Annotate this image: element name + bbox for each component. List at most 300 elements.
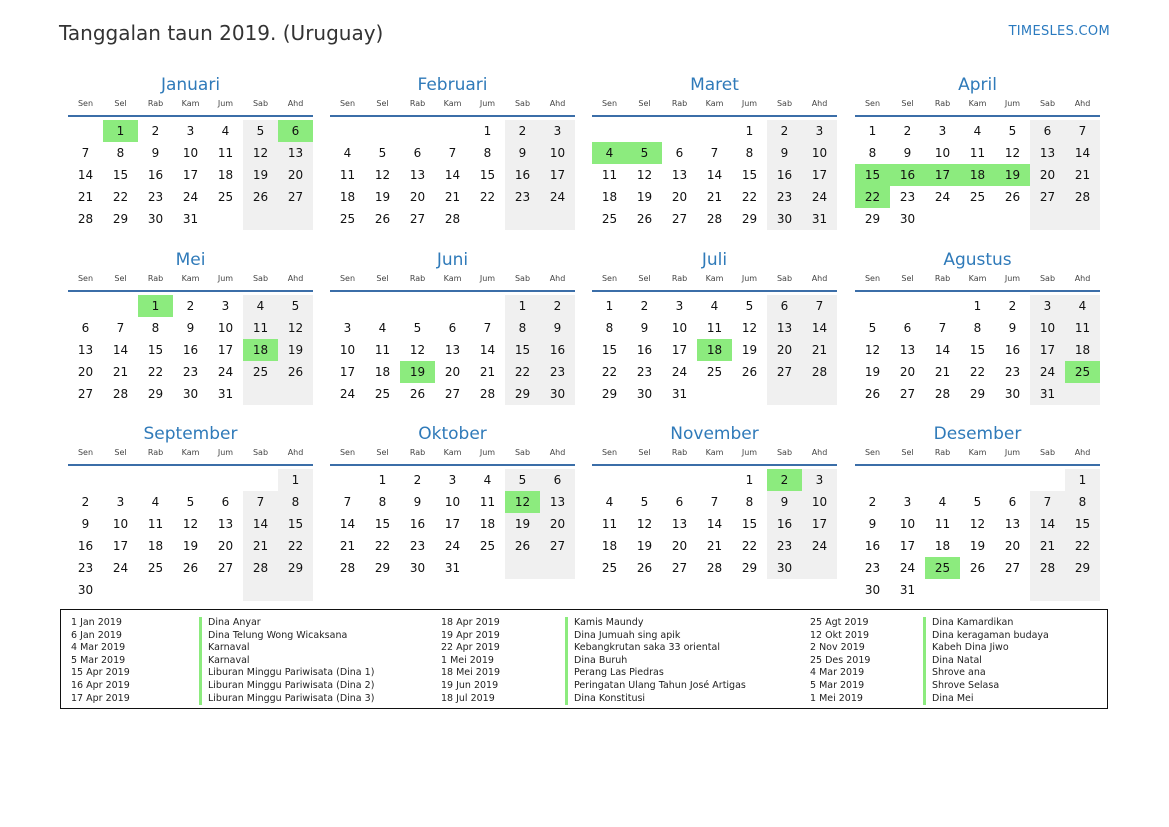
- day-cell[interactable]: 8: [605, 321, 614, 335]
- day-cell[interactable]: 11: [1065, 317, 1100, 339]
- day-cell[interactable]: 18: [934, 539, 951, 553]
- day-cell[interactable]: 7: [448, 146, 457, 160]
- day-cell[interactable]: 7: [483, 321, 492, 335]
- day-cell[interactable]: 26: [374, 212, 391, 226]
- day-cell[interactable]: 30: [540, 383, 575, 405]
- day-cell[interactable]: 6: [81, 321, 90, 335]
- day-cell[interactable]: 13: [540, 491, 575, 513]
- day-cell[interactable]: 27: [767, 361, 802, 383]
- day-cell[interactable]: 21: [802, 339, 837, 361]
- day-cell[interactable]: 15: [147, 343, 164, 357]
- day-cell[interactable]: 6: [413, 146, 422, 160]
- day-cell[interactable]: 12: [864, 343, 881, 357]
- day-cell[interactable]: 20: [217, 539, 234, 553]
- day-cell[interactable]: 19: [969, 539, 986, 553]
- day-cell[interactable]: 1: [278, 469, 313, 491]
- day-cell[interactable]: 21: [112, 365, 129, 379]
- day-cell[interactable]: 12: [243, 142, 278, 164]
- day-cell[interactable]: 17: [671, 343, 688, 357]
- day-cell[interactable]: 27: [409, 212, 426, 226]
- day-cell[interactable]: 8: [868, 146, 877, 160]
- day-cell[interactable]: 21: [77, 190, 94, 204]
- day-cell[interactable]: 27: [444, 387, 461, 401]
- day-cell[interactable]: 20: [1004, 539, 1021, 553]
- day-cell[interactable]: 25: [374, 387, 391, 401]
- day-cell[interactable]: 31: [671, 387, 688, 401]
- day-cell[interactable]: 20: [540, 513, 575, 535]
- day-cell[interactable]: 12: [182, 517, 199, 531]
- day-cell[interactable]: 13: [77, 343, 94, 357]
- day-cell[interactable]: 22: [969, 365, 986, 379]
- day-cell[interactable]: 18: [147, 539, 164, 553]
- day-cell[interactable]: 7: [1065, 120, 1100, 142]
- day-cell[interactable]: 3: [938, 124, 947, 138]
- day-cell[interactable]: 28: [1030, 557, 1065, 579]
- day-cell[interactable]: 1: [605, 299, 614, 313]
- day-cell[interactable]: 18: [601, 539, 618, 553]
- day-cell[interactable]: 21: [1030, 535, 1065, 557]
- day-cell[interactable]: 19: [741, 343, 758, 357]
- day-cell[interactable]: 14: [706, 168, 723, 182]
- day-cell[interactable]: 1: [483, 124, 492, 138]
- day-cell[interactable]: 10: [802, 142, 837, 164]
- day-cell[interactable]: 16: [890, 164, 925, 186]
- day-cell[interactable]: 6: [448, 321, 457, 335]
- day-cell[interactable]: 25: [479, 539, 496, 553]
- day-cell[interactable]: 3: [675, 299, 684, 313]
- day-cell[interactable]: 4: [592, 142, 627, 164]
- day-cell[interactable]: 26: [409, 387, 426, 401]
- day-cell[interactable]: 5: [186, 495, 195, 509]
- day-cell[interactable]: 7: [710, 495, 719, 509]
- day-cell[interactable]: 15: [855, 164, 890, 186]
- day-cell[interactable]: 22: [112, 190, 129, 204]
- day-cell[interactable]: 27: [1004, 561, 1021, 575]
- day-cell[interactable]: 26: [278, 361, 313, 383]
- day-cell[interactable]: 19: [505, 513, 540, 535]
- day-cell[interactable]: 14: [802, 317, 837, 339]
- day-cell[interactable]: 16: [864, 539, 881, 553]
- day-cell[interactable]: 21: [243, 535, 278, 557]
- day-cell[interactable]: 23: [1004, 365, 1021, 379]
- day-cell[interactable]: 9: [540, 317, 575, 339]
- day-cell[interactable]: 29: [741, 212, 758, 226]
- day-cell[interactable]: 12: [636, 517, 653, 531]
- day-cell[interactable]: 3: [186, 124, 195, 138]
- day-cell[interactable]: 4: [710, 299, 719, 313]
- day-cell[interactable]: 24: [934, 190, 951, 204]
- day-cell[interactable]: 21: [444, 190, 461, 204]
- day-cell[interactable]: 26: [1004, 190, 1021, 204]
- day-cell[interactable]: 1: [1065, 469, 1100, 491]
- day-cell[interactable]: 12: [969, 517, 986, 531]
- day-cell[interactable]: 5: [627, 142, 662, 164]
- day-cell[interactable]: 8: [1065, 491, 1100, 513]
- day-cell[interactable]: 11: [479, 495, 496, 509]
- day-cell[interactable]: 8: [973, 321, 982, 335]
- day-cell[interactable]: 23: [864, 561, 881, 575]
- day-cell[interactable]: 16: [767, 513, 802, 535]
- day-cell[interactable]: 16: [767, 164, 802, 186]
- day-cell[interactable]: 16: [1004, 343, 1021, 357]
- day-cell[interactable]: 23: [540, 361, 575, 383]
- day-cell[interactable]: 12: [409, 343, 426, 357]
- day-cell[interactable]: 18: [601, 190, 618, 204]
- day-cell[interactable]: 25: [1065, 361, 1100, 383]
- day-cell[interactable]: 18: [479, 517, 496, 531]
- day-cell[interactable]: 21: [479, 365, 496, 379]
- day-cell[interactable]: 24: [444, 539, 461, 553]
- day-cell[interactable]: 13: [671, 517, 688, 531]
- day-cell[interactable]: 9: [767, 491, 802, 513]
- day-cell[interactable]: 14: [444, 168, 461, 182]
- day-cell[interactable]: 22: [741, 190, 758, 204]
- day-cell[interactable]: 10: [899, 517, 916, 531]
- day-cell[interactable]: 4: [938, 495, 947, 509]
- day-cell[interactable]: 31: [1030, 383, 1065, 405]
- day-cell[interactable]: 13: [899, 343, 916, 357]
- day-cell[interactable]: 21: [934, 365, 951, 379]
- day-cell[interactable]: 10: [182, 146, 199, 160]
- day-cell[interactable]: 24: [802, 186, 837, 208]
- day-cell[interactable]: 16: [540, 339, 575, 361]
- day-cell[interactable]: 9: [186, 321, 195, 335]
- day-cell[interactable]: 26: [969, 561, 986, 575]
- day-cell[interactable]: 6: [903, 321, 912, 335]
- day-cell[interactable]: 26: [741, 365, 758, 379]
- day-cell[interactable]: 9: [640, 321, 649, 335]
- day-cell[interactable]: 7: [116, 321, 125, 335]
- day-cell[interactable]: 25: [217, 190, 234, 204]
- day-cell[interactable]: 12: [374, 168, 391, 182]
- day-cell[interactable]: 24: [182, 190, 199, 204]
- day-cell[interactable]: 11: [934, 517, 951, 531]
- day-cell[interactable]: 18: [243, 339, 278, 361]
- day-cell[interactable]: 1: [868, 124, 877, 138]
- day-cell[interactable]: 10: [934, 146, 951, 160]
- day-cell[interactable]: 8: [483, 146, 492, 160]
- day-cell[interactable]: 22: [1065, 535, 1100, 557]
- day-cell[interactable]: 17: [444, 517, 461, 531]
- day-cell[interactable]: 11: [374, 343, 391, 357]
- day-cell[interactable]: 9: [505, 142, 540, 164]
- day-cell[interactable]: 20: [1030, 164, 1065, 186]
- day-cell[interactable]: 23: [636, 365, 653, 379]
- day-cell[interactable]: 25: [243, 361, 278, 383]
- day-cell[interactable]: 19: [374, 190, 391, 204]
- day-cell[interactable]: 1: [745, 124, 754, 138]
- day-cell[interactable]: 12: [636, 168, 653, 182]
- day-cell[interactable]: 15: [741, 517, 758, 531]
- day-cell[interactable]: 24: [671, 365, 688, 379]
- day-cell[interactable]: 31: [802, 208, 837, 230]
- day-cell[interactable]: 28: [1065, 186, 1100, 208]
- day-cell[interactable]: 2: [413, 473, 422, 487]
- day-cell[interactable]: 19: [636, 539, 653, 553]
- day-cell[interactable]: 26: [636, 561, 653, 575]
- day-cell[interactable]: 29: [112, 212, 129, 226]
- day-cell[interactable]: 30: [1004, 387, 1021, 401]
- day-cell[interactable]: 8: [116, 146, 125, 160]
- day-cell[interactable]: 2: [505, 120, 540, 142]
- day-cell[interactable]: 29: [864, 212, 881, 226]
- day-cell[interactable]: 15: [969, 343, 986, 357]
- day-cell[interactable]: 18: [217, 168, 234, 182]
- day-cell[interactable]: 3: [116, 495, 125, 509]
- day-cell[interactable]: 28: [479, 387, 496, 401]
- day-cell[interactable]: 30: [767, 208, 802, 230]
- day-cell[interactable]: 5: [505, 469, 540, 491]
- day-cell[interactable]: 24: [899, 561, 916, 575]
- day-cell[interactable]: 3: [221, 299, 230, 313]
- day-cell[interactable]: 19: [636, 190, 653, 204]
- day-cell[interactable]: 15: [741, 168, 758, 182]
- day-cell[interactable]: 13: [444, 343, 461, 357]
- day-cell[interactable]: 13: [217, 517, 234, 531]
- day-cell[interactable]: 23: [505, 186, 540, 208]
- day-cell[interactable]: 6: [1030, 120, 1065, 142]
- day-cell[interactable]: 15: [505, 339, 540, 361]
- day-cell[interactable]: 5: [413, 321, 422, 335]
- day-cell[interactable]: 30: [77, 583, 94, 597]
- day-cell[interactable]: 4: [343, 146, 352, 160]
- day-cell[interactable]: 2: [767, 120, 802, 142]
- day-cell[interactable]: 31: [217, 387, 234, 401]
- day-cell[interactable]: 27: [77, 387, 94, 401]
- day-cell[interactable]: 4: [483, 473, 492, 487]
- day-cell[interactable]: 12: [741, 321, 758, 335]
- day-cell[interactable]: 15: [374, 517, 391, 531]
- day-cell[interactable]: 20: [77, 365, 94, 379]
- day-cell[interactable]: 12: [278, 317, 313, 339]
- day-cell[interactable]: 14: [112, 343, 129, 357]
- day-cell[interactable]: 3: [448, 473, 457, 487]
- day-cell[interactable]: 2: [540, 295, 575, 317]
- day-cell[interactable]: 27: [1030, 186, 1065, 208]
- day-cell[interactable]: 28: [706, 561, 723, 575]
- day-cell[interactable]: 2: [186, 299, 195, 313]
- day-cell[interactable]: 21: [1065, 164, 1100, 186]
- day-cell[interactable]: 29: [969, 387, 986, 401]
- day-cell[interactable]: 3: [343, 321, 352, 335]
- day-cell[interactable]: 1: [973, 299, 982, 313]
- day-cell[interactable]: 16: [505, 164, 540, 186]
- day-cell[interactable]: 27: [671, 561, 688, 575]
- day-cell[interactable]: 14: [77, 168, 94, 182]
- day-cell[interactable]: 13: [1004, 517, 1021, 531]
- day-cell[interactable]: 9: [1008, 321, 1017, 335]
- day-cell[interactable]: 28: [77, 212, 94, 226]
- day-cell[interactable]: 13: [1030, 142, 1065, 164]
- day-cell[interactable]: 8: [745, 146, 754, 160]
- day-cell[interactable]: 24: [217, 365, 234, 379]
- day-cell[interactable]: 1: [745, 473, 754, 487]
- day-cell[interactable]: 29: [374, 561, 391, 575]
- day-cell[interactable]: 26: [505, 535, 540, 557]
- day-cell[interactable]: 9: [81, 517, 90, 531]
- day-cell[interactable]: 5: [640, 495, 649, 509]
- day-cell[interactable]: 11: [601, 517, 618, 531]
- day-cell[interactable]: 6: [675, 146, 684, 160]
- day-cell[interactable]: 19: [278, 339, 313, 361]
- day-cell[interactable]: 7: [81, 146, 90, 160]
- day-cell[interactable]: 22: [479, 190, 496, 204]
- day-cell[interactable]: 7: [710, 146, 719, 160]
- day-cell[interactable]: 30: [182, 387, 199, 401]
- day-cell[interactable]: 27: [540, 535, 575, 557]
- day-cell[interactable]: 12: [1004, 146, 1021, 160]
- day-cell[interactable]: 9: [413, 495, 422, 509]
- day-cell[interactable]: 16: [409, 517, 426, 531]
- day-cell[interactable]: 22: [601, 365, 618, 379]
- day-cell[interactable]: 21: [339, 539, 356, 553]
- day-cell[interactable]: 30: [899, 212, 916, 226]
- day-cell[interactable]: 29: [1065, 557, 1100, 579]
- day-cell[interactable]: 13: [671, 168, 688, 182]
- day-cell[interactable]: 23: [767, 186, 802, 208]
- day-cell[interactable]: 9: [903, 146, 912, 160]
- day-cell[interactable]: 23: [767, 535, 802, 557]
- day-cell[interactable]: 14: [706, 517, 723, 531]
- day-cell[interactable]: 24: [1030, 361, 1065, 383]
- day-cell[interactable]: 27: [899, 387, 916, 401]
- day-cell[interactable]: 27: [217, 561, 234, 575]
- day-cell[interactable]: 4: [151, 495, 160, 509]
- day-cell[interactable]: 2: [151, 124, 160, 138]
- day-cell[interactable]: 7: [343, 495, 352, 509]
- day-cell[interactable]: 14: [1065, 142, 1100, 164]
- day-cell[interactable]: 18: [374, 365, 391, 379]
- day-cell[interactable]: 26: [243, 186, 278, 208]
- day-cell[interactable]: 5: [973, 495, 982, 509]
- day-cell[interactable]: 21: [706, 539, 723, 553]
- day-cell[interactable]: 20: [767, 339, 802, 361]
- day-cell[interactable]: 2: [1008, 299, 1017, 313]
- day-cell[interactable]: 4: [243, 295, 278, 317]
- day-cell[interactable]: 7: [938, 321, 947, 335]
- day-cell[interactable]: 22: [741, 539, 758, 553]
- day-cell[interactable]: 11: [339, 168, 356, 182]
- day-cell[interactable]: 17: [339, 365, 356, 379]
- day-cell[interactable]: 14: [339, 517, 356, 531]
- day-cell[interactable]: 8: [151, 321, 160, 335]
- day-cell[interactable]: 24: [112, 561, 129, 575]
- day-cell[interactable]: 8: [745, 495, 754, 509]
- day-cell[interactable]: 19: [182, 539, 199, 553]
- day-cell[interactable]: 11: [706, 321, 723, 335]
- day-cell[interactable]: 5: [278, 295, 313, 317]
- day-cell[interactable]: 4: [378, 321, 387, 335]
- day-cell[interactable]: 16: [147, 168, 164, 182]
- day-cell[interactable]: 29: [601, 387, 618, 401]
- day-cell[interactable]: 1: [378, 473, 387, 487]
- day-cell[interactable]: 24: [339, 387, 356, 401]
- day-cell[interactable]: 17: [217, 343, 234, 357]
- day-cell[interactable]: 21: [706, 190, 723, 204]
- day-cell[interactable]: 16: [77, 539, 94, 553]
- day-cell[interactable]: 17: [540, 164, 575, 186]
- day-cell[interactable]: 22: [374, 539, 391, 553]
- day-cell[interactable]: 23: [899, 190, 916, 204]
- day-cell[interactable]: 12: [505, 491, 540, 513]
- day-cell[interactable]: 11: [217, 146, 234, 160]
- day-cell[interactable]: 2: [640, 299, 649, 313]
- day-cell[interactable]: 13: [767, 317, 802, 339]
- day-cell[interactable]: 11: [147, 517, 164, 531]
- day-cell[interactable]: 3: [802, 120, 837, 142]
- day-cell[interactable]: 4: [605, 495, 614, 509]
- day-cell[interactable]: 25: [969, 190, 986, 204]
- day-cell[interactable]: 22: [278, 535, 313, 557]
- day-cell[interactable]: 17: [899, 539, 916, 553]
- day-cell[interactable]: 5: [868, 321, 877, 335]
- day-cell[interactable]: 30: [147, 212, 164, 226]
- day-cell[interactable]: 4: [1065, 295, 1100, 317]
- day-cell[interactable]: 14: [479, 343, 496, 357]
- day-cell[interactable]: 23: [77, 561, 94, 575]
- day-cell[interactable]: 18: [697, 339, 732, 361]
- day-cell[interactable]: 7: [1030, 491, 1065, 513]
- day-cell[interactable]: 3: [802, 469, 837, 491]
- day-cell[interactable]: 11: [243, 317, 278, 339]
- day-cell[interactable]: 19: [243, 164, 278, 186]
- day-cell[interactable]: 8: [378, 495, 387, 509]
- day-cell[interactable]: 6: [675, 495, 684, 509]
- day-cell[interactable]: 6: [221, 495, 230, 509]
- day-cell[interactable]: 2: [81, 495, 90, 509]
- day-cell[interactable]: 15: [112, 168, 129, 182]
- day-cell[interactable]: 4: [973, 124, 982, 138]
- day-cell[interactable]: 6: [767, 295, 802, 317]
- day-cell[interactable]: 24: [540, 186, 575, 208]
- day-cell[interactable]: 10: [339, 343, 356, 357]
- day-cell[interactable]: 28: [112, 387, 129, 401]
- day-cell[interactable]: 2: [868, 495, 877, 509]
- day-cell[interactable]: 28: [802, 361, 837, 383]
- day-cell[interactable]: 6: [1008, 495, 1017, 509]
- brand-link[interactable]: TIMESLES.COM: [1008, 24, 1110, 39]
- day-cell[interactable]: 9: [868, 517, 877, 531]
- day-cell[interactable]: 2: [903, 124, 912, 138]
- day-cell[interactable]: 10: [671, 321, 688, 335]
- day-cell[interactable]: 15: [601, 343, 618, 357]
- day-cell[interactable]: 10: [540, 142, 575, 164]
- day-cell[interactable]: 25: [925, 557, 960, 579]
- day-cell[interactable]: 10: [802, 491, 837, 513]
- day-cell[interactable]: 17: [925, 164, 960, 186]
- day-cell[interactable]: 1: [103, 120, 138, 142]
- day-cell[interactable]: 9: [767, 142, 802, 164]
- day-cell[interactable]: 23: [182, 365, 199, 379]
- day-cell[interactable]: 1: [505, 295, 540, 317]
- day-cell[interactable]: 10: [1030, 317, 1065, 339]
- day-cell[interactable]: 1: [138, 295, 173, 317]
- day-cell[interactable]: 13: [409, 168, 426, 182]
- day-cell[interactable]: 3: [1030, 295, 1065, 317]
- day-cell[interactable]: 5: [745, 299, 754, 313]
- day-cell[interactable]: 25: [601, 561, 618, 575]
- day-cell[interactable]: 25: [339, 212, 356, 226]
- day-cell[interactable]: 22: [855, 186, 890, 208]
- day-cell[interactable]: 29: [147, 387, 164, 401]
- day-cell[interactable]: 15: [278, 513, 313, 535]
- day-cell[interactable]: 20: [671, 190, 688, 204]
- day-cell[interactable]: 30: [864, 583, 881, 597]
- day-cell[interactable]: 20: [671, 539, 688, 553]
- day-cell[interactable]: 28: [706, 212, 723, 226]
- day-cell[interactable]: 26: [636, 212, 653, 226]
- day-cell[interactable]: 15: [479, 168, 496, 182]
